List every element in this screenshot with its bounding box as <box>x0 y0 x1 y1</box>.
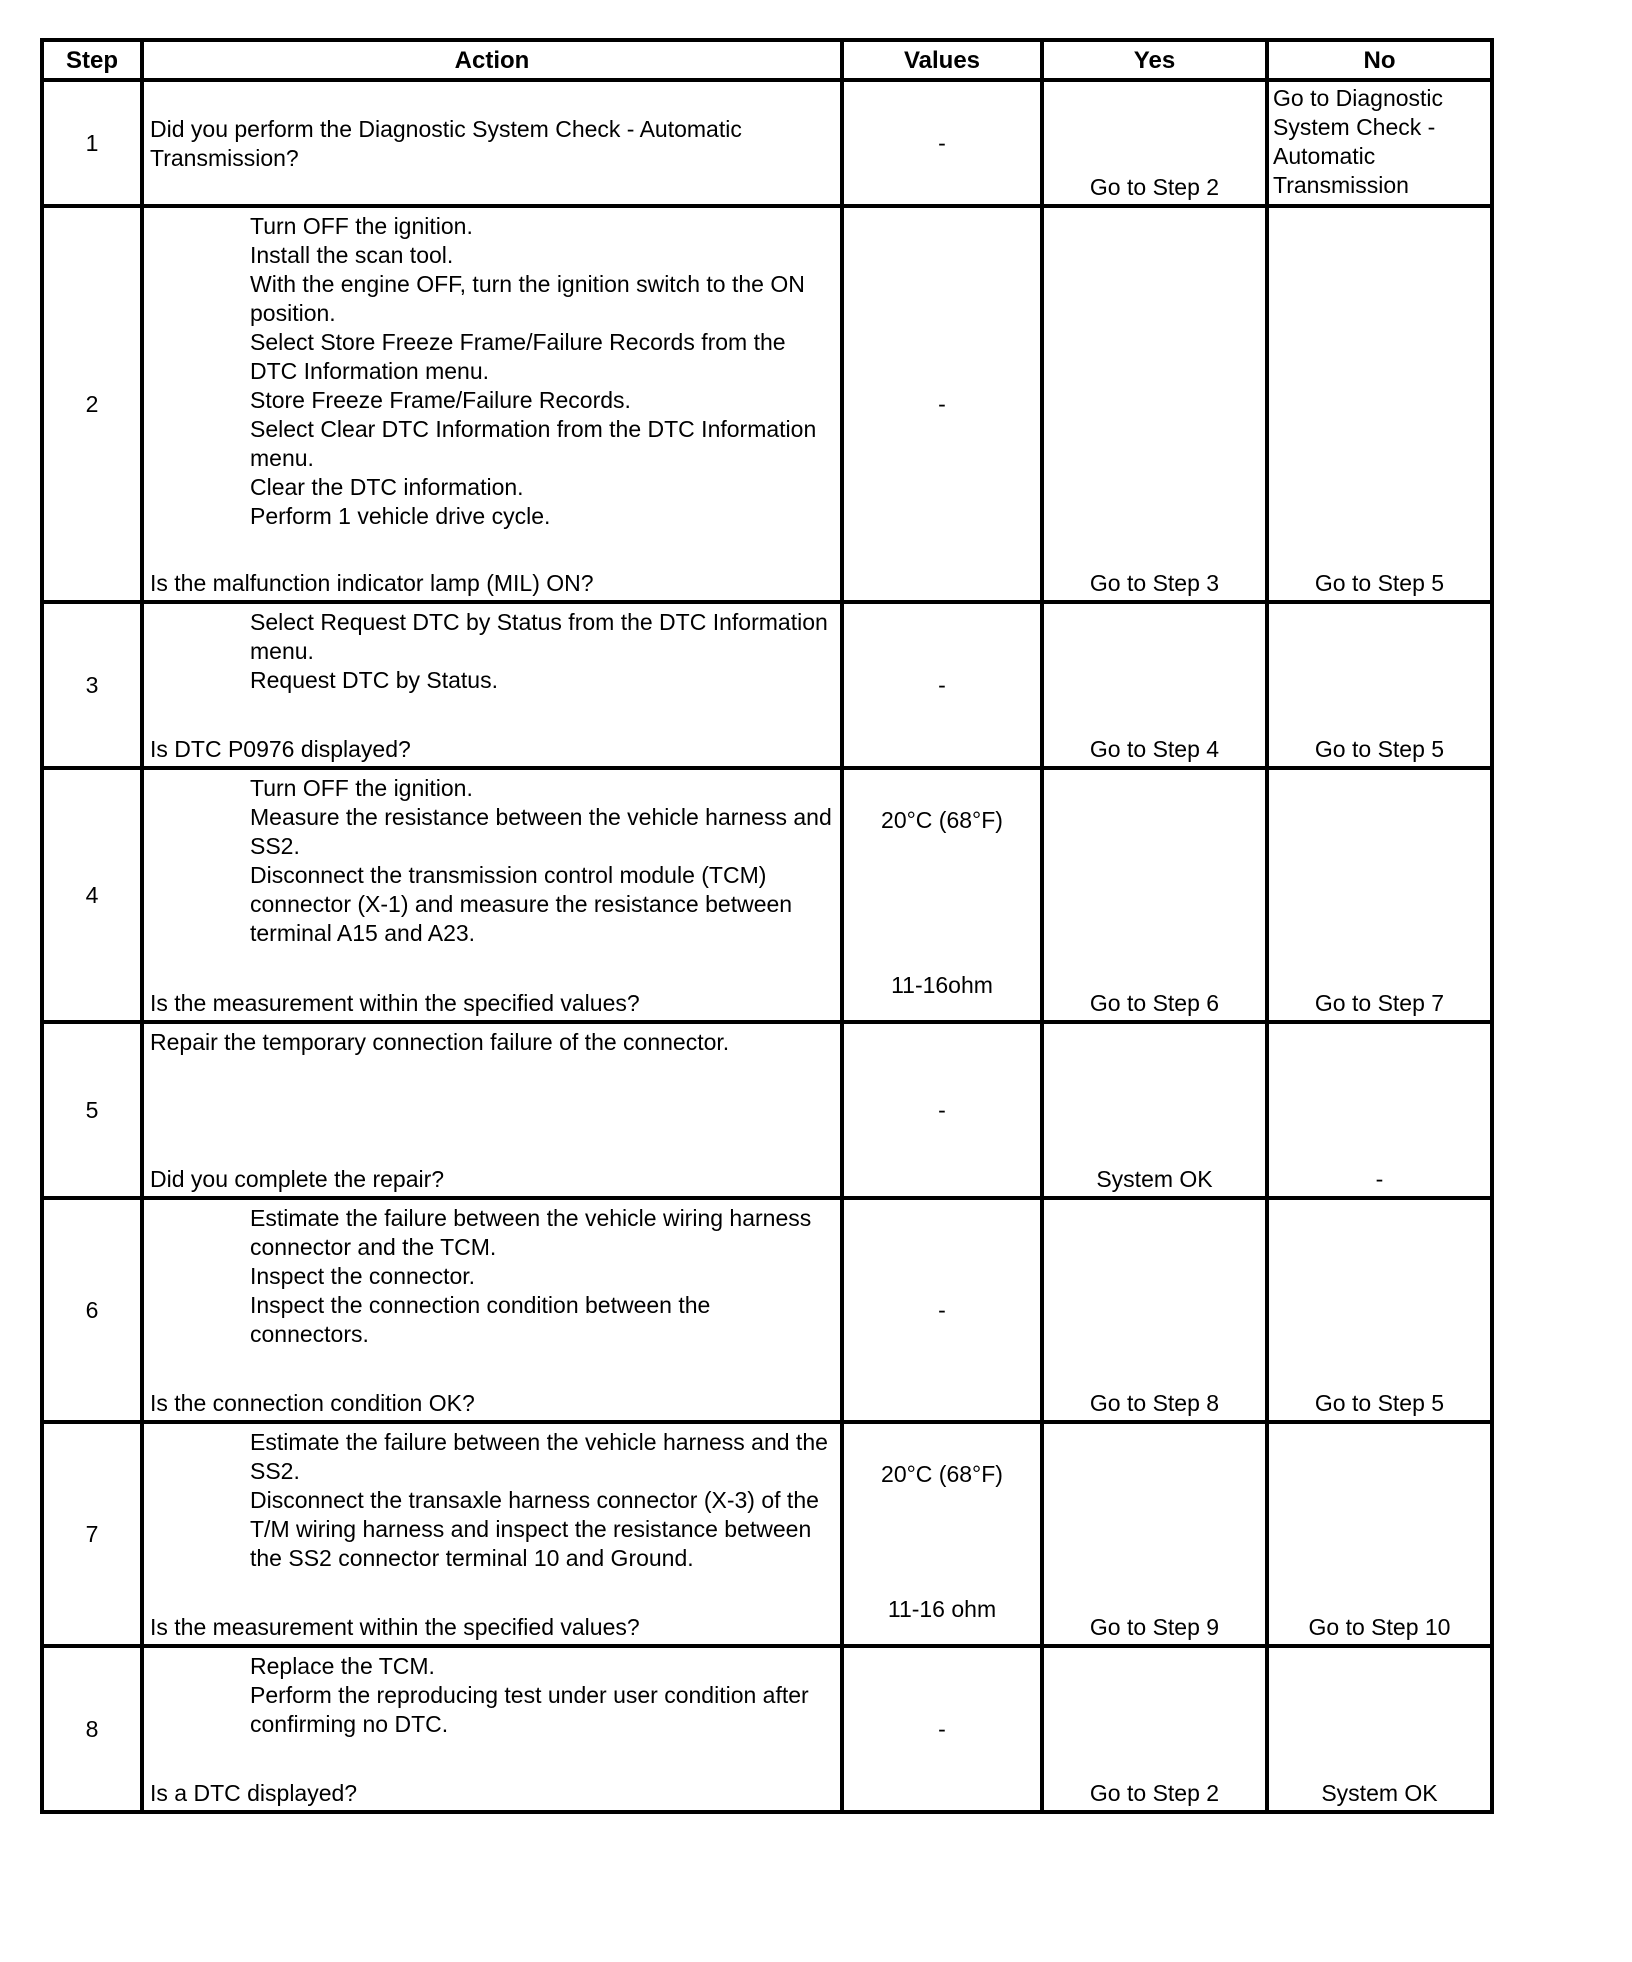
action-instruction: Request DTC by Status. <box>250 667 498 693</box>
table-row <box>42 602 1492 768</box>
yes-cell <box>1042 80 1267 206</box>
action-instruction: Install the scan tool. <box>250 242 454 268</box>
yes-result: Go to Step 9 <box>1089 1614 1220 1640</box>
action-instruction: Measure the resistance between the vehicle harness and SS2. <box>250 804 832 859</box>
action-cell <box>142 80 842 206</box>
action-instruction: Estimate the failure between the vehicle harness and the SS2. <box>250 1429 828 1484</box>
value-spec: - <box>938 671 946 698</box>
yes-result: Go to Step 4 <box>1089 736 1220 762</box>
values-cell <box>842 1198 1042 1422</box>
header-values: Values <box>842 40 1042 80</box>
no-cell <box>1267 1422 1492 1646</box>
yes-result: Go to Step 2 <box>1089 1780 1220 1806</box>
values-cell <box>842 602 1042 768</box>
no-cell <box>1267 602 1492 768</box>
action-cell <box>142 768 842 1022</box>
action-instruction: Select Clear DTC Information from the DTC Information menu. <box>250 416 817 471</box>
yes-result: Go to Step 8 <box>1089 1390 1220 1416</box>
action-instruction: Select Store Freeze Frame/Failure Records from the DTC Information menu. <box>250 329 786 384</box>
table-row <box>42 1198 1492 1422</box>
no-result: Go to Step 5 <box>1314 570 1445 596</box>
values-cell <box>842 768 1042 1022</box>
table-row <box>42 1422 1492 1646</box>
action-instruction: Clear the DTC information. <box>250 474 524 500</box>
value-spec: - <box>938 1715 946 1742</box>
value-spec: 11-16ohm <box>891 972 993 998</box>
value-condition: 20°C (68°F) <box>881 1461 1003 1487</box>
table-row <box>42 206 1492 602</box>
action-cell <box>142 602 842 768</box>
step-question: Did you perform the Diagnostic System Check - Automatic Transmission? <box>150 116 742 171</box>
values-cell <box>842 1646 1042 1812</box>
value-spec: - <box>938 129 946 156</box>
no-result: Go to Step 10 <box>1308 1614 1451 1640</box>
step-question: Is the connection condition OK? <box>150 1390 475 1416</box>
action-instruction: Store Freeze Frame/Failure Records. <box>250 387 631 413</box>
action-cell <box>142 1646 842 1812</box>
value-condition: 20°C (68°F) <box>881 807 1003 833</box>
step-question: Is the measurement within the specified values? <box>150 1614 640 1640</box>
action-instruction: Turn OFF the ignition. <box>250 213 473 239</box>
step-question: Is the measurement within the specified values? <box>150 990 640 1016</box>
table-row <box>42 768 1492 1022</box>
table-row <box>42 1646 1492 1812</box>
no-cell <box>1267 80 1492 206</box>
action-instruction: Turn OFF the ignition. <box>250 775 473 801</box>
action-instruction: Perform 1 vehicle drive cycle. <box>250 503 551 529</box>
values-cell <box>842 80 1042 206</box>
value-spec: - <box>938 1296 946 1323</box>
action-cell <box>142 1022 842 1198</box>
header-yes: Yes <box>1042 40 1267 80</box>
step-number: 1 <box>42 80 142 206</box>
step-question: Did you complete the repair? <box>150 1166 445 1192</box>
step-number: 4 <box>42 768 142 1022</box>
action-instruction: With the engine OFF, turn the ignition switch to the ON position. <box>250 271 805 326</box>
step-question: Is the malfunction indicator lamp (MIL) ON? <box>150 570 594 596</box>
no-result: Go to Diagnostic System Check - Automatic Transmission <box>1273 85 1444 198</box>
step-number: 8 <box>42 1646 142 1812</box>
header-step: Step <box>42 40 142 80</box>
step-number: 2 <box>42 206 142 602</box>
step-number: 5 <box>42 1022 142 1198</box>
action-cell <box>142 1198 842 1422</box>
no-cell <box>1267 768 1492 1022</box>
step-question: Is a DTC displayed? <box>150 1780 358 1806</box>
yes-cell <box>1042 1422 1267 1646</box>
action-instruction: Inspect the connector. <box>250 1263 476 1289</box>
yes-cell <box>1042 1198 1267 1422</box>
value-spec: - <box>938 1096 946 1123</box>
step-number: 3 <box>42 602 142 768</box>
step-number: 6 <box>42 1198 142 1422</box>
yes-cell <box>1042 602 1267 768</box>
yes-cell <box>1042 1646 1267 1812</box>
action-instruction: Disconnect the transmission control module (TCM) connector (X-1) and measure the resistance between terminal A15 and A23. <box>250 862 793 946</box>
action-instruction: Select Request DTC by Status from the DTC Information menu. <box>250 609 828 664</box>
step-question: Is DTC P0976 displayed? <box>150 736 411 762</box>
action-instruction: Replace the TCM. <box>250 1653 435 1679</box>
no-result: - <box>1375 1166 1384 1192</box>
no-cell <box>1267 1022 1492 1198</box>
action-cell <box>142 206 842 602</box>
yes-result: System OK <box>1096 1166 1213 1192</box>
no-cell <box>1267 1646 1492 1812</box>
diagnostic-table <box>40 38 1494 1814</box>
action-cell <box>142 1422 842 1646</box>
yes-result: Go to Step 6 <box>1089 990 1220 1016</box>
value-spec: 11-16 ohm <box>887 1596 997 1622</box>
no-result: Go to Step 5 <box>1314 1390 1445 1416</box>
yes-cell <box>1042 768 1267 1022</box>
values-cell <box>842 1422 1042 1646</box>
no-result: Go to Step 7 <box>1314 990 1445 1016</box>
action-instruction: Repair the temporary connection failure of the connector. <box>150 1029 730 1055</box>
action-instruction: Perform the reproducing test under user condition after confirming no DTC. <box>250 1682 809 1737</box>
values-cell <box>842 206 1042 602</box>
no-cell <box>1267 206 1492 602</box>
no-result: System OK <box>1321 1780 1438 1806</box>
values-cell <box>842 1022 1042 1198</box>
step-number: 7 <box>42 1422 142 1646</box>
yes-result: Go to Step 2 <box>1089 174 1220 200</box>
action-instruction: Estimate the failure between the vehicle wiring harness connector and the TCM. <box>250 1205 812 1260</box>
header-row <box>42 40 1492 80</box>
no-result: Go to Step 5 <box>1314 736 1445 762</box>
no-cell <box>1267 1198 1492 1422</box>
action-instruction: Inspect the connection condition between the connectors. <box>250 1292 711 1347</box>
action-instruction: Disconnect the transaxle harness connector (X-3) of the T/M wiring harness and inspect the resistance between the SS2 connector terminal 10 and Ground. <box>250 1487 819 1571</box>
header-no: No <box>1267 40 1492 80</box>
yes-cell <box>1042 206 1267 602</box>
table-row <box>42 1022 1492 1198</box>
yes-cell <box>1042 1022 1267 1198</box>
header-action: Action <box>142 40 842 80</box>
value-spec: - <box>938 390 946 417</box>
yes-result: Go to Step 3 <box>1089 570 1220 596</box>
table-row <box>42 80 1492 206</box>
